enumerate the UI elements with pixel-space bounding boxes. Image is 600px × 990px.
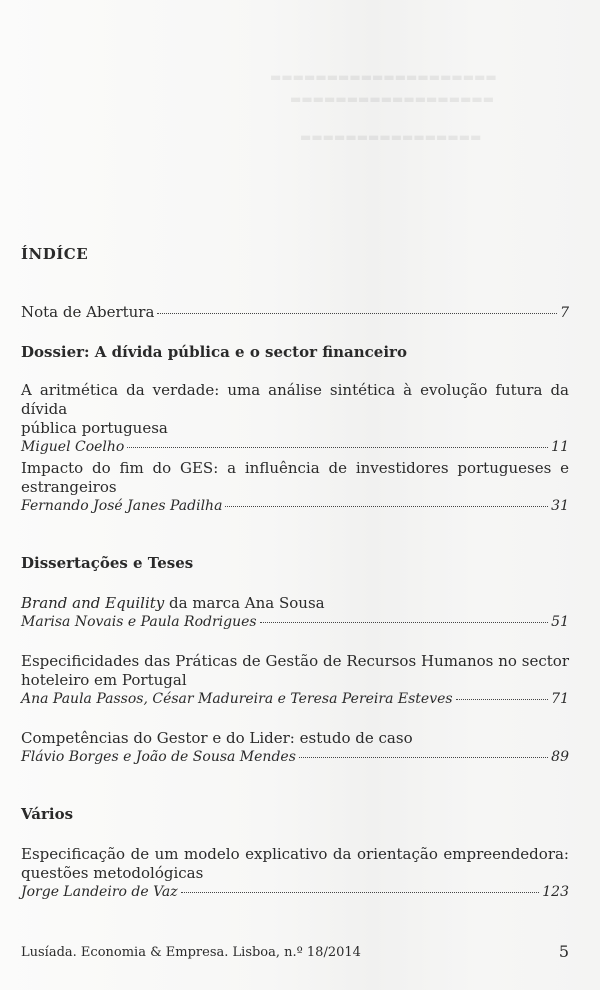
entry-authors: Flávio Borges e João de Sousa Mendes <box>21 749 296 765</box>
show-through: ▬▬▬▬▬▬▬▬▬▬▬▬▬▬▬▬▬▬ <box>290 92 495 106</box>
dot-leader <box>181 892 540 893</box>
entry-title-emphasis: Brand and Equility <box>21 594 165 612</box>
toc-entry[interactable] <box>21 381 569 457</box>
page-number: 51 <box>551 614 569 630</box>
entry-title-line: Especificidades das Práticas de Gestão de Recursos Humanos no sector <box>21 652 569 670</box>
entry-title-line: A aritmética da verdade: uma análise sintética à evolução futura da dívida <box>21 381 569 418</box>
toc-entry[interactable] <box>21 845 569 902</box>
entry-title-line: Especificação de um modelo explicativo da orientação empreendedora: <box>21 845 569 863</box>
dot-leader <box>127 447 548 448</box>
toc-entry[interactable] <box>21 729 569 767</box>
entry-authors: Marisa Novais e Paula Rodrigues <box>21 614 257 630</box>
page-number: 11 <box>551 439 569 455</box>
dot-leader <box>456 699 549 700</box>
entry-title: Nota de Abertura <box>21 303 155 321</box>
entry-authors: Ana Paula Passos, César Madureira e Teresa Pereira Esteves <box>21 691 453 707</box>
toc-entry[interactable] <box>21 594 569 632</box>
running-footer: Lusíada. Economia & Empresa. Lisboa, n.º 18/2014 <box>21 945 361 960</box>
entry-title-line: Impacto do fim do GES: a influência de investidores portugueses e <box>21 459 569 477</box>
show-through: ▬▬▬▬▬▬▬▬▬▬▬▬▬▬▬▬▬▬▬▬ <box>270 70 497 84</box>
section-heading-various: Vários <box>21 805 74 823</box>
dot-leader <box>225 506 548 507</box>
page-title: ÍNDÍCE <box>21 245 89 263</box>
page-number: 89 <box>551 749 569 765</box>
toc-entry[interactable] <box>21 459 569 516</box>
entry-title-line: Competências do Gestor e do Lider: estudo de caso <box>21 729 413 747</box>
toc-entry[interactable] <box>21 652 569 709</box>
entry-title-line: questões metodológicas <box>21 864 204 882</box>
entry-title-line: hoteleiro em Portugal <box>21 671 187 689</box>
dot-leader <box>157 313 557 314</box>
show-through: ▬▬▬▬▬▬▬▬▬▬▬▬▬▬▬▬ <box>300 130 482 144</box>
page-number: 7 <box>560 305 569 321</box>
page-folio: 5 <box>558 942 569 961</box>
entry-authors: Fernando José Janes Padilha <box>21 498 223 514</box>
dot-leader <box>260 622 549 623</box>
entry-title-line: estrangeiros <box>21 478 117 496</box>
page-number: 123 <box>542 884 569 900</box>
section-heading-dissertations: Dissertações e Teses <box>21 554 194 572</box>
index-page <box>21 0 569 990</box>
entry-authors: Miguel Coelho <box>21 439 125 455</box>
section-heading-dossier: Dossier: A dívida pública e o sector financeiro <box>21 343 407 361</box>
toc-entry-opening[interactable] <box>21 303 569 323</box>
page-number: 71 <box>551 691 569 707</box>
entry-authors: Jorge Landeiro de Vaz <box>21 884 178 900</box>
entry-title-line: pública portuguesa <box>21 419 168 437</box>
entry-title-rest: da marca Ana Sousa <box>164 594 325 612</box>
page-number: 31 <box>551 498 569 514</box>
dot-leader <box>299 757 548 758</box>
